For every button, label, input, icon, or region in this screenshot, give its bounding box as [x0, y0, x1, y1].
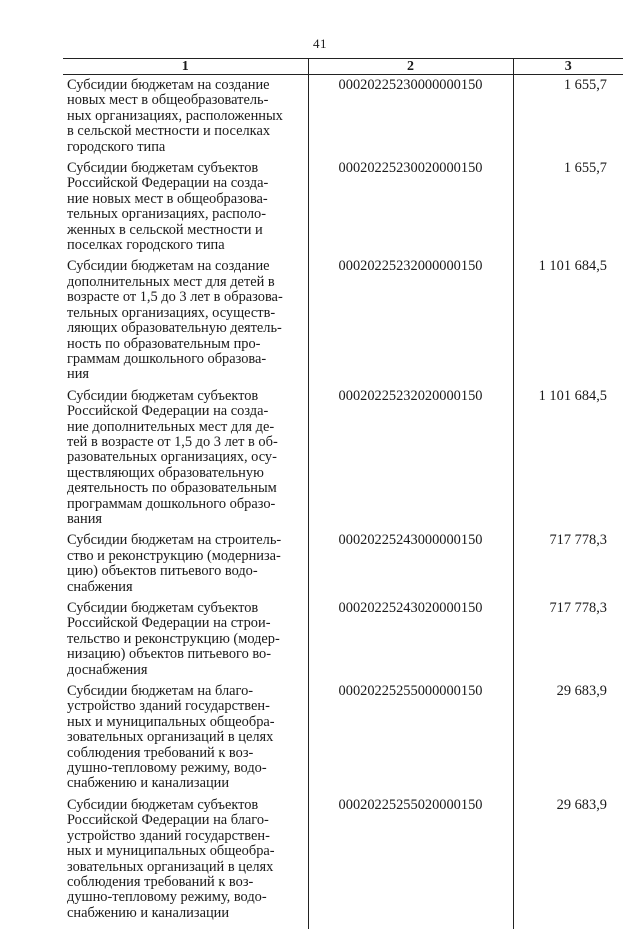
column-header-3: 3	[513, 59, 623, 75]
income-code-cell: 00020225232000000150	[308, 256, 513, 385]
table-row	[63, 256, 623, 385]
income-code-cell: 00020225230000000150	[308, 75, 513, 159]
table-header	[63, 59, 623, 75]
income-name-cell: Субсидии бюджетам субъектов Российской Федерации на благо- устройство зданий государствен- ных и муниципальных общеобра- зовательных организаций в целях соблюдения требований к воз- душно-тепловому режиму, водо- снабжению и канализации	[63, 795, 308, 929]
income-code-cell: 00020225230020000150	[308, 158, 513, 256]
amount-cell: 717 778,3	[513, 530, 623, 598]
table-row	[63, 386, 623, 531]
table-body	[63, 75, 623, 929]
column-header-2: 2	[308, 59, 513, 75]
table-row	[63, 158, 623, 256]
amount-cell: 1 655,7	[513, 158, 623, 256]
budget-table	[63, 58, 623, 929]
table-row	[63, 681, 623, 795]
income-name-cell: Субсидии бюджетам на строитель- ство и реконструкцию (модерниза- цию) объектов питьевого водо- снабжения	[63, 530, 308, 598]
table-row	[63, 598, 623, 681]
column-header-1: 1	[63, 59, 308, 75]
page-number: 41	[0, 36, 640, 52]
amount-cell: 1 655,7	[513, 75, 623, 159]
income-name-cell: Субсидии бюджетам субъектов Российской Федерации на созда- ние дополнительных мест для де- тей в возрасте от 1,5 до 3 лет в об- разовательных организациях, осу- ществляющих образовательную деятельность по образовательным программам дошкольного образо- вания	[63, 386, 308, 531]
table-row	[63, 795, 623, 929]
income-code-cell: 00020225243020000150	[308, 598, 513, 681]
income-name-cell: Субсидии бюджетам на создание новых мест в общеобразователь- ных организациях, расположенных в сельской местности и поселках городского типа	[63, 75, 308, 159]
income-name-cell: Субсидии бюджетам субъектов Российской Федерации на строи- тельство и реконструкцию (модер- низацию) объектов питьевого во- доснабжения	[63, 598, 308, 681]
income-code-cell: 00020225243000000150	[308, 530, 513, 598]
amount-cell: 1 101 684,5	[513, 386, 623, 531]
income-name-cell: Субсидии бюджетам на благо- устройство зданий государствен- ных и муниципальных общеобра- зовательных организаций в целях соблюдения требований к воз- душно-тепловому режиму, водо- снабжению и канализации	[63, 681, 308, 795]
table-header-row	[63, 59, 623, 75]
amount-cell: 1 101 684,5	[513, 256, 623, 385]
table-row	[63, 530, 623, 598]
amount-cell: 29 683,9	[513, 795, 623, 929]
amount-cell: 717 778,3	[513, 598, 623, 681]
income-name-cell: Субсидии бюджетам на создание дополнительных мест для детей в возрасте от 1,5 до 3 лет в образова- тельных организациях, осуществ- ляющих образовательную деятель- ность по образовательным про- граммам дошкольного образова- ния	[63, 256, 308, 385]
income-name-cell: Субсидии бюджетам субъектов Российской Федерации на созда- ние новых мест в общеобразова- тельных организациях, располо- женных в сельской местности и поселках городского типа	[63, 158, 308, 256]
income-code-cell: 00020225232020000150	[308, 386, 513, 531]
amount-cell: 29 683,9	[513, 681, 623, 795]
table-row	[63, 75, 623, 159]
income-code-cell: 00020225255000000150	[308, 681, 513, 795]
income-code-cell: 00020225255020000150	[308, 795, 513, 929]
